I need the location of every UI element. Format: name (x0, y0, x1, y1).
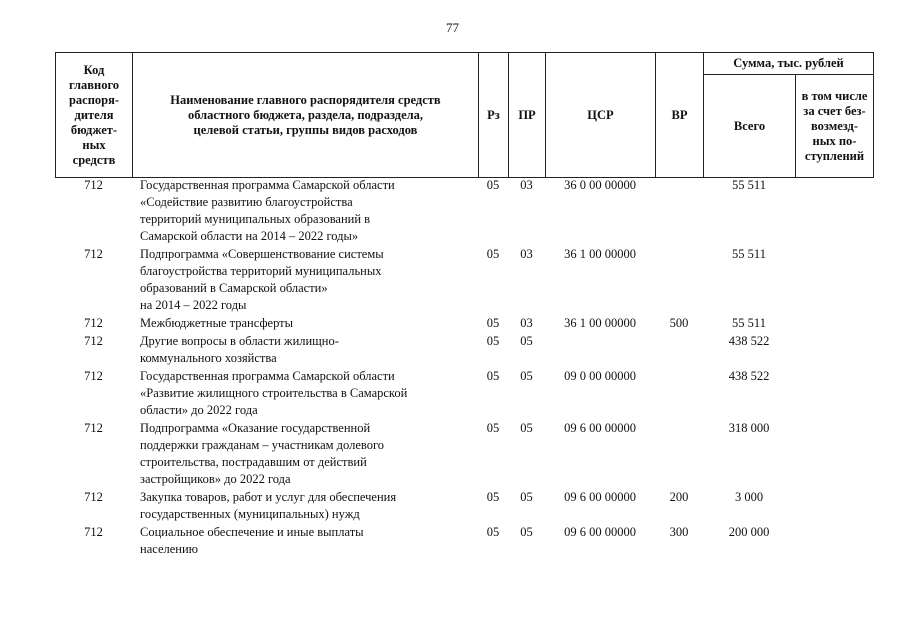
cell-csr (545, 333, 655, 368)
cell-name-line: коммунального хозяйства (140, 351, 277, 365)
cell-pr: 05 (520, 334, 533, 348)
header-kod-line: дителя (74, 107, 114, 122)
cell-total: 200 000 (728, 525, 770, 539)
header-kod-line: главного (68, 77, 120, 92)
header-kod-line: средств (72, 152, 116, 167)
cell-rz: 05 (486, 490, 500, 504)
cell-rz: 05 (486, 369, 500, 383)
cell-vr: 200 (669, 490, 689, 504)
header-incl-line: ных по- (812, 133, 857, 148)
table-row (55, 333, 873, 368)
cell-name-line: Государственная программа Самарской области (140, 369, 395, 383)
table-row (55, 368, 873, 420)
cell-vr (655, 420, 703, 489)
cell-name-line: «Содействие развитию благоустройства (140, 195, 353, 209)
cell-incl (795, 524, 873, 559)
cell-pr: 03 (520, 178, 533, 192)
cell-csr: 09 6 00 00000 (564, 421, 636, 435)
table-row (55, 315, 873, 333)
cell-csr: 36 1 00 00000 (564, 316, 636, 330)
cell-vr (655, 368, 703, 420)
cell-vr: 500 (669, 316, 689, 330)
cell-name-line: Подпрограмма «Оказание государственной (140, 421, 371, 435)
cell-name-line: территорий муниципальных образований в (140, 212, 371, 226)
cell-kod: 712 (84, 490, 103, 504)
cell-rz: 05 (486, 525, 500, 539)
cell-name-line: Государственная программа Самарской области (140, 178, 395, 192)
cell-csr: 09 6 00 00000 (564, 525, 636, 539)
header-incl-line: за счет без- (803, 103, 866, 118)
cell-incl (795, 333, 873, 368)
cell-kod: 712 (84, 369, 103, 383)
cell-name-line: Другие вопросы в области жилищно- (140, 334, 339, 348)
cell-kod: 712 (84, 247, 103, 261)
table-row (55, 177, 873, 246)
cell-total: 318 000 (728, 421, 770, 435)
cell-rz: 05 (486, 247, 500, 261)
header-kod-line: бюджет- (70, 122, 118, 137)
table-row (55, 246, 873, 315)
cell-csr: 36 0 00 00000 (564, 178, 636, 192)
cell-name (132, 420, 478, 489)
cell-name-line: Социальное обеспечение и иные выплаты (140, 525, 364, 539)
cell-kod: 712 (84, 525, 103, 539)
cell-incl (795, 177, 873, 246)
header-kod-line: ных (82, 137, 106, 152)
cell-total: 55 511 (732, 178, 766, 192)
cell-vr: 300 (669, 525, 689, 539)
cell-rz: 05 (486, 316, 500, 330)
cell-name-line: Подпрограмма «Совершенствование системы (140, 247, 384, 261)
cell-incl (795, 315, 873, 333)
cell-pr: 03 (520, 316, 533, 330)
table-row (55, 489, 873, 524)
header-name-line: целевой статьи, группы видов расходов (193, 122, 418, 137)
page-number: 77 (446, 20, 459, 35)
cell-name-line: Самарской области на 2014 – 2022 годы» (140, 229, 359, 243)
cell-vr (655, 177, 703, 246)
header-kod-line: распоря- (68, 92, 120, 107)
header-vr: ВР (656, 53, 704, 178)
table-header (55, 52, 874, 178)
cell-incl (795, 489, 873, 524)
cell-name-line: Межбюджетные трансферты (140, 316, 294, 330)
header-rz: Рз (479, 53, 509, 178)
cell-pr: 05 (520, 369, 533, 383)
cell-name-line: населению (140, 542, 198, 556)
cell-total: 55 511 (732, 247, 766, 261)
cell-name (132, 177, 478, 246)
header-sum-group: Сумма, тыс. рублей (704, 53, 874, 75)
cell-name (132, 368, 478, 420)
cell-name-line: государственных (муниципальных) нужд (140, 507, 360, 521)
cell-pr: 03 (520, 247, 533, 261)
cell-kod: 712 (84, 178, 103, 192)
cell-incl (795, 368, 873, 420)
cell-name (132, 333, 478, 368)
header-name-line: Наименование главного распорядителя средств (170, 92, 441, 107)
cell-name-line: на 2014 – 2022 годы (140, 298, 247, 312)
cell-csr: 36 1 00 00000 (564, 247, 636, 261)
header-kod (56, 53, 133, 178)
cell-total: 55 511 (732, 316, 766, 330)
cell-total: 438 522 (728, 334, 770, 348)
cell-total: 438 522 (728, 369, 770, 383)
cell-vr (655, 246, 703, 315)
header-csr: ЦСР (546, 53, 656, 178)
cell-name (132, 315, 478, 333)
cell-name-line: благоустройства территорий муниципальных (140, 264, 382, 278)
cell-name-line: поддержки гражданам – участникам долевого (140, 438, 385, 452)
cell-pr: 05 (520, 525, 533, 539)
header-kod-line: Код (83, 62, 105, 77)
header-name-line: областного бюджета, раздела, подраздела, (187, 107, 424, 122)
cell-name-line: области» до 2022 года (140, 403, 258, 417)
cell-name (132, 246, 478, 315)
cell-total: 3 000 (734, 490, 764, 504)
header-total: Всего (704, 75, 796, 178)
cell-incl (795, 246, 873, 315)
cell-kod: 712 (84, 421, 103, 435)
header-name (133, 53, 479, 178)
cell-kod: 712 (84, 334, 103, 348)
cell-rz: 05 (486, 334, 500, 348)
cell-name-line: образований в Самарской области» (140, 281, 328, 295)
cell-rz: 05 (486, 421, 500, 435)
cell-csr: 09 0 00 00000 (564, 369, 636, 383)
header-incl-line: в том числе (801, 88, 868, 103)
cell-name-line: «Развитие жилищного строительства в Самарской (140, 386, 408, 400)
cell-name (132, 489, 478, 524)
table-body (55, 177, 873, 559)
cell-name-line: строительства, пострадавшим от действий (140, 455, 367, 469)
cell-name-line: застройщиков» до 2022 года (140, 472, 291, 486)
cell-name (132, 524, 478, 559)
cell-pr: 05 (520, 421, 533, 435)
cell-incl (795, 420, 873, 489)
cell-kod: 712 (84, 316, 103, 330)
table-row (55, 524, 873, 559)
header-incl-line: ступлений (804, 148, 865, 163)
cell-vr (655, 333, 703, 368)
table-row (55, 420, 873, 489)
cell-csr: 09 6 00 00000 (564, 490, 636, 504)
cell-pr: 05 (520, 490, 533, 504)
header-incl (796, 75, 874, 178)
header-pr: ПР (509, 53, 546, 178)
cell-name-line: Закупка товаров, работ и услуг для обеспечения (140, 490, 397, 504)
header-incl-line: возмезд- (810, 118, 859, 133)
cell-rz: 05 (486, 178, 500, 192)
